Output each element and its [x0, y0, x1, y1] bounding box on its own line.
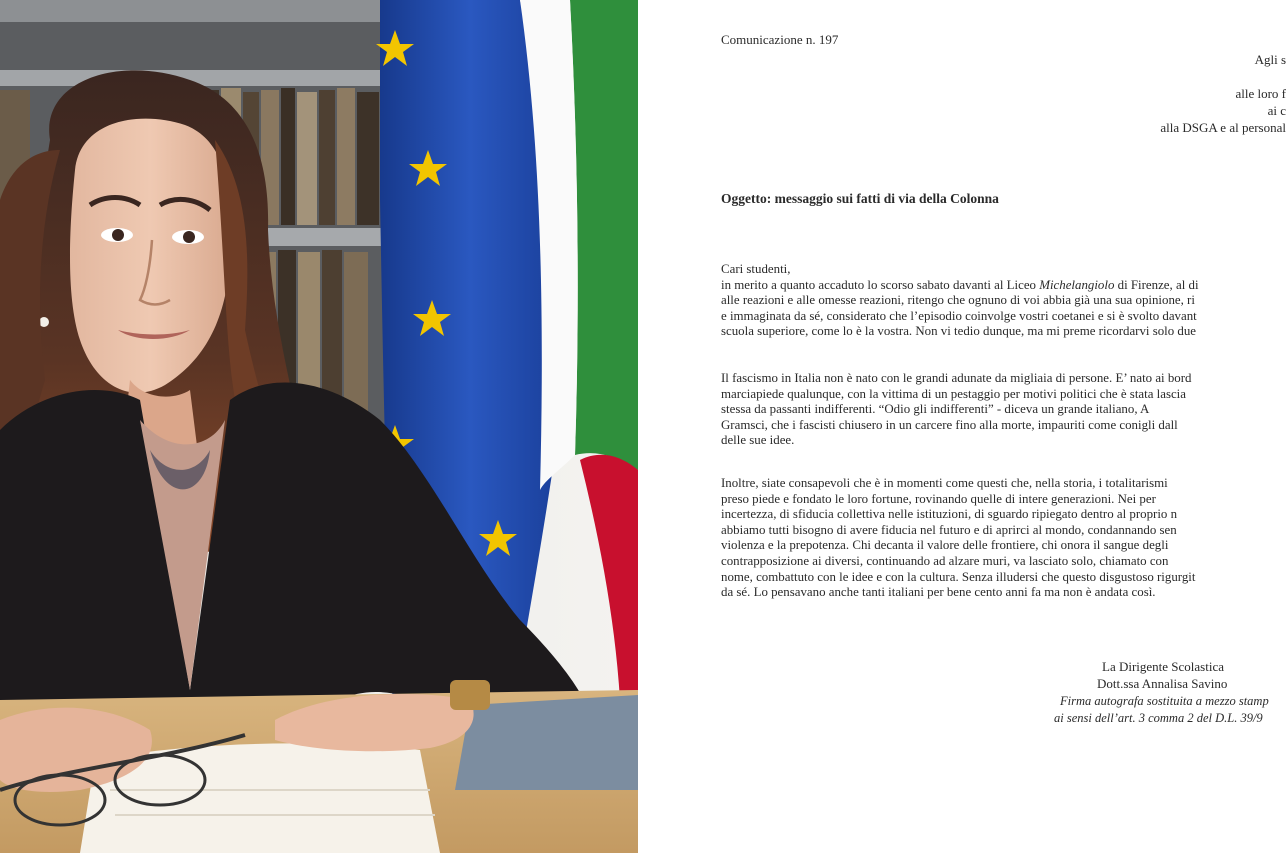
- letter-document: [638, 0, 1286, 853]
- paragraph-line: nome, combattuto con le idee e con la cultura. Senza illudersi che questo disgustoso rigurgit: [721, 569, 1196, 584]
- paragraph-2: [721, 371, 1191, 449]
- paragraph-line: abbiamo tutti bisogno di avere fiducia nel futuro e di aprirci al mondo, condannando sen: [721, 522, 1177, 537]
- paragraph-line: marciapiede qualunque, con la vittima di un pestaggio per motivi politici che è stata lascia: [721, 386, 1186, 401]
- recipient-line: ai c: [1267, 103, 1286, 118]
- paragraph-line: scuola superiore, come lo è la vostra. Non vi tedio dunque, ma mi preme ricordarvi solo due: [721, 324, 1197, 339]
- paragraph-line: contrapposizione ai diversi, continuando ad alzare muri, va lasciato solo, chiamato con: [721, 553, 1169, 568]
- paragraph-line: violenza e la prepotenza. Chi decanta il valore delle frontiere, chi onora il sangue degli: [721, 538, 1169, 553]
- paragraph-line: da sé. Lo pensavano anche tanti italiani per bene cento anni fa ma non è andata così.: [721, 585, 1156, 600]
- paragraph-line: delle sue idee.: [721, 433, 795, 448]
- school-name: Michelangiolo: [1039, 277, 1115, 292]
- paragraph-line: Il fascismo in Italia non è nato con le grandi adunate da migliaia di persone. E’ nato ai bord: [721, 371, 1192, 385]
- signature-role: La Dirigente Scolastica: [1102, 659, 1225, 674]
- paragraph-line: stessa da passanti indifferenti. “Odio gli indifferenti” - diceva un grande italiano, A: [721, 402, 1150, 417]
- signature-note: ai sensi dell’art. 3 comma 2 del D.L. 39/9: [1054, 711, 1263, 725]
- paragraph-line: incertezza, di sfiducia collettiva nelle istituzioni, di sguardo ripiegato dentro al proprio n: [721, 507, 1178, 522]
- paragraph-line: Inoltre, siate consapevoli che è in momenti come questi che, nella storia, i totalitarismi: [721, 476, 1168, 490]
- recipient-line: alla DSGA e al personal: [1160, 120, 1286, 135]
- paragraph-line: Gramsci, che i fascisti chiusero in un carcere fino alla morte, impauriti come conigli dall: [721, 417, 1178, 432]
- paragraph-line: preso piede e fondato le loro fortune, rovinando quelle di intere generazioni. Nei per: [721, 491, 1156, 506]
- watch: [450, 680, 490, 710]
- signature-name: Dott.ssa Annalisa Savino: [1097, 676, 1228, 691]
- paragraph-3: [721, 476, 1195, 601]
- paragraph-line: alle reazioni e alle omesse reazioni, ritengo che ognuno di voi abbia già una sua opinione, ri: [721, 293, 1195, 308]
- portrait-illustration: [0, 0, 638, 853]
- letter-subject: Oggetto: messaggio sui fatti di via della Colonna: [721, 191, 999, 206]
- salutation: Cari studenti,: [721, 262, 791, 276]
- paragraph-line: e immaginata da sé, considerato che l’episodio coinvolge vostri coetanei e si è svolto davant: [721, 308, 1197, 323]
- paragraph-line: in merito a quanto accaduto lo scorso sabato davanti al Liceo Michelangiolo di Firenze, al di: [721, 277, 1199, 292]
- recipient-line: alle loro f: [1235, 86, 1286, 101]
- communication-number: Comunicazione n. 197: [721, 32, 839, 47]
- portrait-photo: [0, 0, 638, 853]
- italy-flag-green: [570, 0, 638, 470]
- recipient-line: Agli s: [1254, 52, 1286, 67]
- signature-note: Firma autografa sostituita a mezzo stamp: [1060, 694, 1269, 708]
- paragraph-1: [721, 262, 1199, 340]
